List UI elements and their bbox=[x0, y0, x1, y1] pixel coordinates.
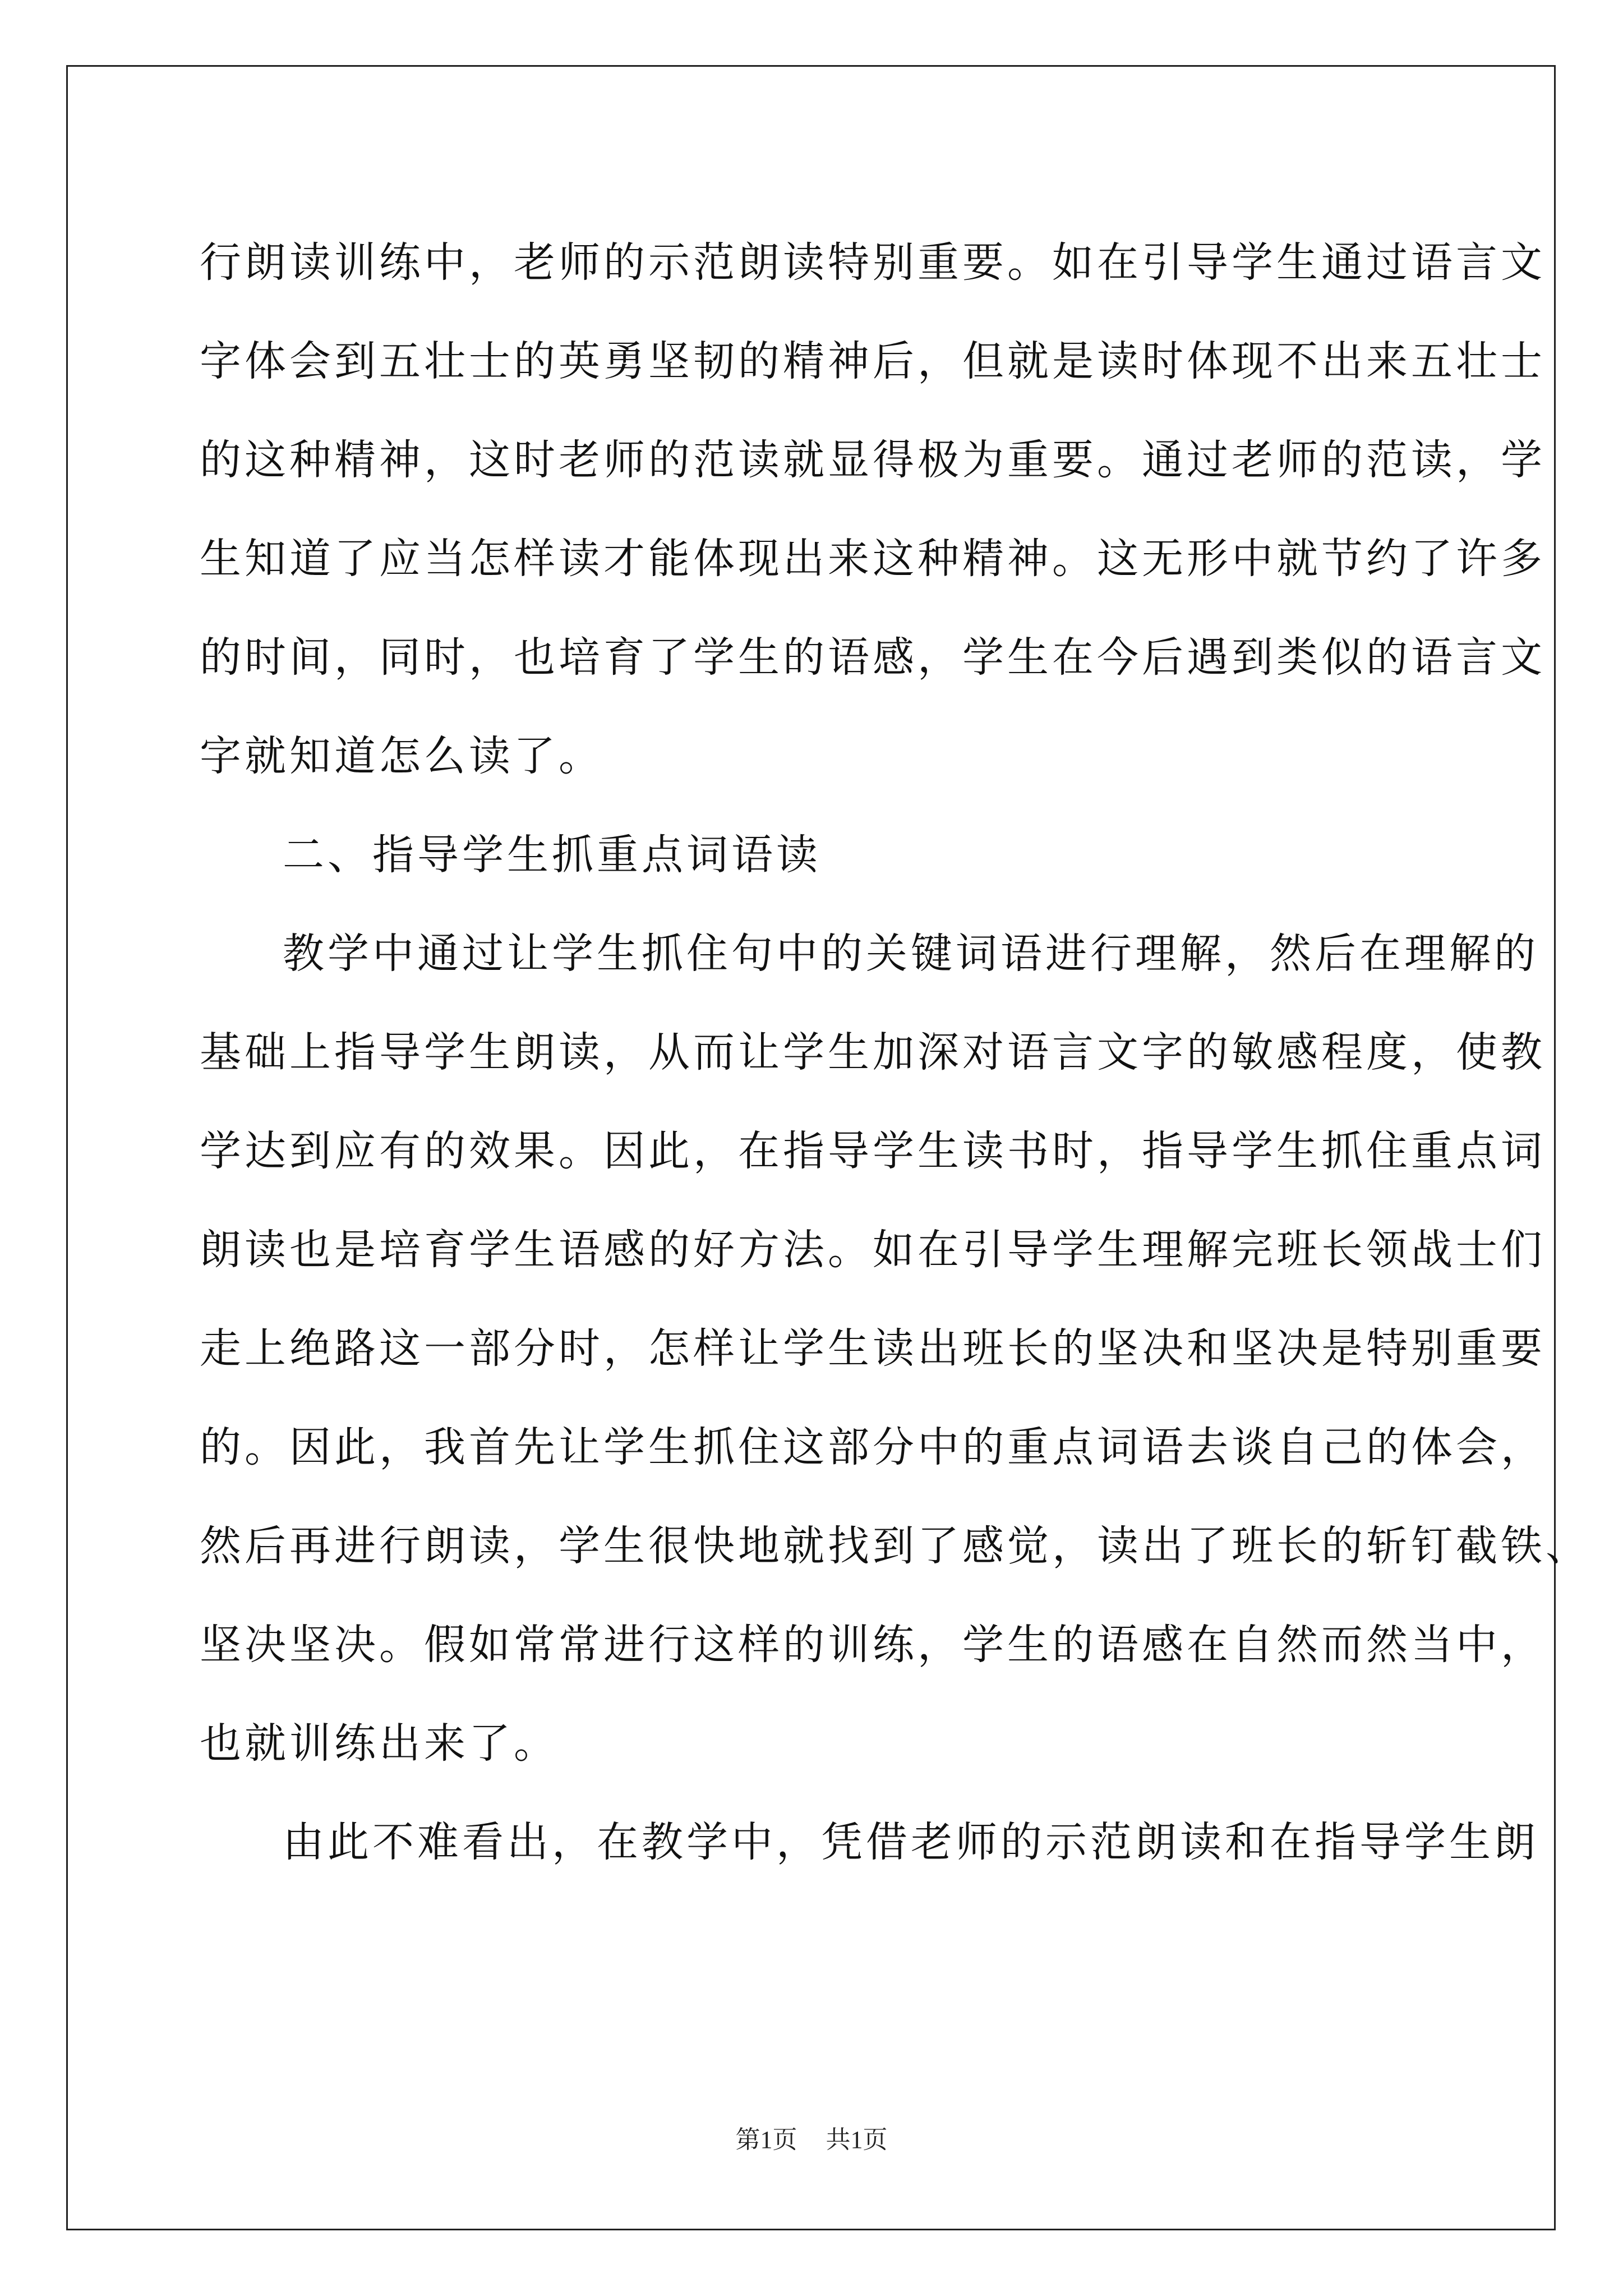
page-total: 共1页 bbox=[826, 2126, 888, 2154]
body-line-10: 学达到应有的效果。因此，在指导学生读书时，指导学生抓住重点词 bbox=[200, 1127, 1546, 1175]
body-line-14: 然后再进行朗读，学生很快地就找到了感觉，读出了班长的斩钉截铁、 bbox=[200, 1522, 1590, 1570]
body-line-5: 的时间，同时，也培育了学生的语感，学生在今后遇到类似的语言文 bbox=[200, 633, 1546, 682]
body-line-17: 由此不难看出，在教学中，凭借老师的示范朗读和在指导学生朗 bbox=[283, 1818, 1539, 1866]
page-footer bbox=[0, 2119, 1623, 2155]
body-line-11: 朗读也是培育学生语感的好方法。如在引导学生理解完班长领战士们 bbox=[200, 1226, 1546, 1274]
body-line-3: 的这种精神，这时老师的范读就显得极为重要。通过老师的范读，学 bbox=[200, 436, 1546, 484]
body-line-8: 教学中通过让学生抓住句中的关键词语进行理解，然后在理解的 bbox=[283, 930, 1539, 978]
body-line-12: 走上绝路这一部分时，怎样让学生读出班长的坚决和坚决是特别重要 bbox=[200, 1324, 1546, 1373]
body-line-6: 字就知道怎么读了。 bbox=[200, 732, 603, 780]
document-body bbox=[200, 213, 1590, 1892]
body-line-2: 字体会到五壮士的英勇坚韧的精神后，但就是读时体现不出来五壮士 bbox=[200, 337, 1546, 385]
body-line-1: 行朗读训练中，老师的示范朗读特别重要。如在引导学生通过语言文 bbox=[200, 238, 1546, 287]
body-line-9: 基础上指导学生朗读，从而让学生加深对语言文字的敏感程度，使教 bbox=[200, 1028, 1546, 1076]
body-line-15: 坚决坚决。假如常常进行这样的训练，学生的语感在自然而然当中， bbox=[200, 1621, 1546, 1669]
body-line-4: 生知道了应当怎样读才能体现出来这种精神。这无形中就节约了许多 bbox=[200, 535, 1546, 583]
body-line-13: 的。因此，我首先让学生抓住这部分中的重点词语去谈自己的体会， bbox=[200, 1423, 1546, 1471]
section-heading: 二、指导学生抓重点词语读 bbox=[283, 831, 821, 879]
body-line-16: 也就训练出来了。 bbox=[200, 1719, 559, 1768]
page-number: 第1页 bbox=[735, 2126, 797, 2154]
